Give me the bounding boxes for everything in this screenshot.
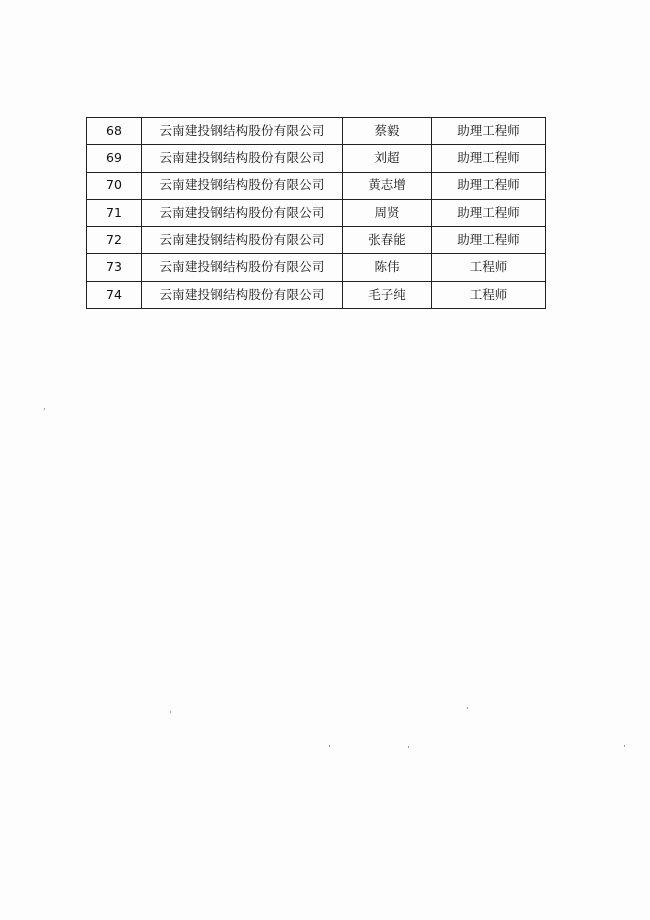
table-row — [87, 118, 546, 145]
professional-title: 助理工程师 — [432, 145, 546, 172]
professional-title: 助理工程师 — [432, 118, 546, 145]
row-number: 72 — [87, 227, 142, 254]
professional-title: 助理工程师 — [432, 227, 546, 254]
company-name: 云南建投钢结构股份有限公司 — [142, 199, 343, 226]
row-number: 71 — [87, 199, 142, 226]
table-row — [87, 145, 546, 172]
personnel-table — [86, 117, 546, 309]
person-name: 刘超 — [343, 145, 432, 172]
company-name: 云南建投钢结构股份有限公司 — [142, 172, 343, 199]
professional-title: 助理工程师 — [432, 199, 546, 226]
person-name: 黄志增 — [343, 172, 432, 199]
person-name: 毛子纯 — [343, 281, 432, 308]
person-name: 张春能 — [343, 227, 432, 254]
table-row — [87, 281, 546, 308]
table-row — [87, 254, 546, 281]
row-number: 74 — [87, 281, 142, 308]
scan-speck — [329, 745, 330, 747]
company-name: 云南建投钢结构股份有限公司 — [142, 254, 343, 281]
table-row — [87, 227, 546, 254]
row-number: 73 — [87, 254, 142, 281]
table-row — [87, 172, 546, 199]
professional-title: 工程师 — [432, 254, 546, 281]
scan-speck — [624, 745, 625, 747]
row-number: 69 — [87, 145, 142, 172]
scan-speck — [44, 408, 45, 410]
table-row — [87, 199, 546, 226]
professional-title: 工程师 — [432, 281, 546, 308]
company-name: 云南建投钢结构股份有限公司 — [142, 145, 343, 172]
company-name: 云南建投钢结构股份有限公司 — [142, 118, 343, 145]
scan-speck — [408, 746, 409, 748]
professional-title: 助理工程师 — [432, 172, 546, 199]
company-name: 云南建投钢结构股份有限公司 — [142, 281, 343, 308]
company-name: 云南建投钢结构股份有限公司 — [142, 227, 343, 254]
row-number: 70 — [87, 172, 142, 199]
person-name: 蔡毅 — [343, 118, 432, 145]
person-name: 周贤 — [343, 199, 432, 226]
row-number: 68 — [87, 118, 142, 145]
scan-speck — [467, 707, 468, 709]
person-name: 陈伟 — [343, 254, 432, 281]
scan-speck — [170, 711, 171, 713]
